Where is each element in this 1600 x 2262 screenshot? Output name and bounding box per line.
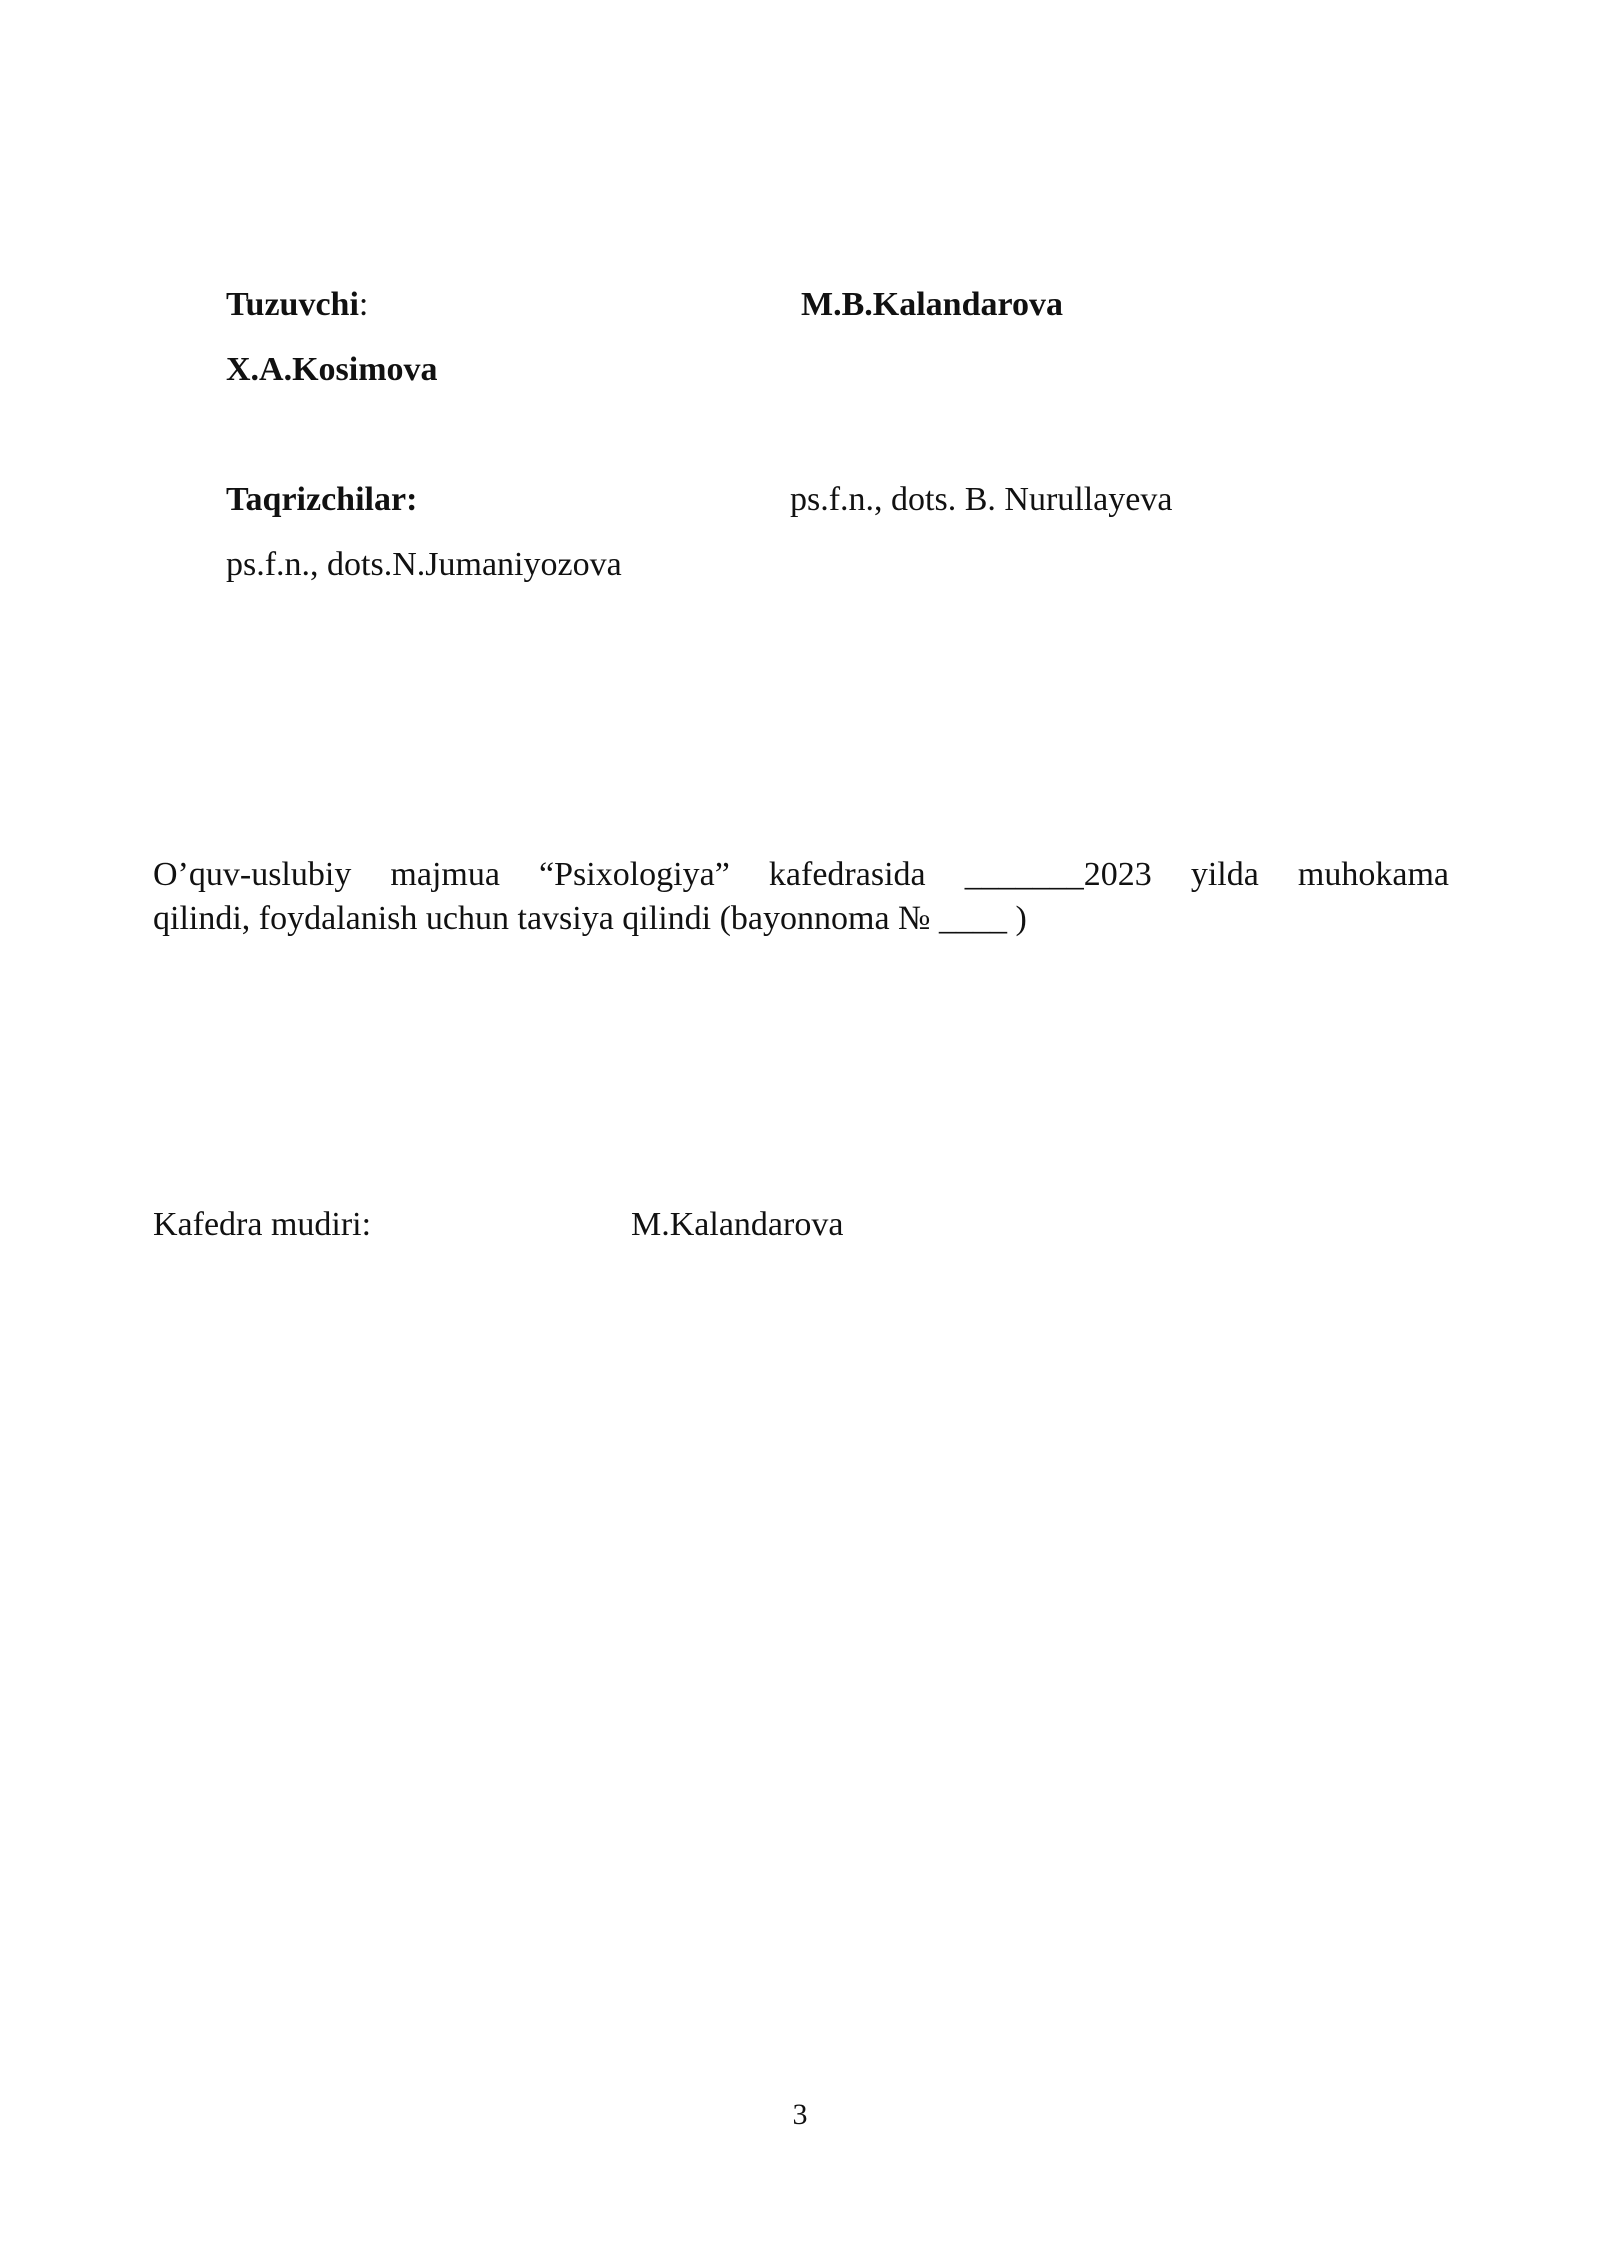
- approval-line-2: qilindi, foydalanish uchun tavsiya qilindi (bayonnoma № ____ ): [153, 900, 1027, 937]
- approval-line-1: O’quv-uslubiy majmua “Psixologiya” kafedrasida _______2023 yilda muhokama: [153, 856, 1449, 893]
- reviewer-primary: ps.f.n., dots. B. Nurullayeva: [790, 481, 1173, 518]
- compiler-label: Tuzuvchi: [226, 286, 359, 323]
- compiler-name-primary: M.B.Kalandarova: [801, 286, 1063, 323]
- approval-paragraph: [153, 853, 1449, 941]
- compiler-label-colon: :: [358, 286, 369, 323]
- compiler-label-line: [226, 285, 368, 325]
- reviewers-label: Taqrizchilar:: [226, 481, 418, 518]
- compiler-name-secondary: X.A.Kosimova: [226, 351, 438, 388]
- page-number: 3: [792, 2098, 808, 2131]
- head-of-department-label: Kafedra mudiri:: [153, 1206, 372, 1243]
- reviewer-secondary: ps.f.n., dots.N.Jumaniyozova: [226, 546, 622, 583]
- head-of-department-name: M.Kalandarova: [631, 1206, 844, 1243]
